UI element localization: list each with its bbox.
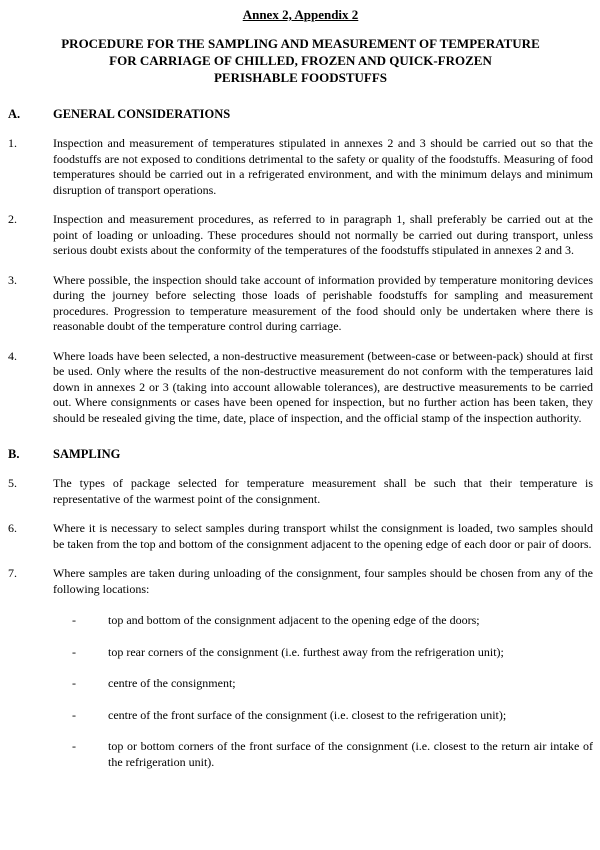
paragraph-1 <box>8 136 593 198</box>
paragraph-text: The types of package selected for temperature measurement shall be such that their temperature is representative of the warmest point of the consignment. <box>53 476 593 506</box>
paragraph-5 <box>8 476 593 507</box>
paragraph-text: Where it is necessary to select samples during transport whilst the consignment is loaded, two samples should be taken from the top and bottom of the consignment adjacent to the opening edge of each door or pair of doors. <box>53 521 593 551</box>
section-a-title: GENERAL CONSIDERATIONS <box>53 107 231 121</box>
paragraph-text: Where possible, the inspection should take account of information provided by temperature monitoring devices during the journey before selecting those loads of perishable foodstuffs for sampling and measurement procedures. Progression to temperature measurement of the food should only be undertaken where there is reasonable doubt of the temperature control during carriage. <box>53 272 593 333</box>
paragraph-number: 7. <box>8 566 17 580</box>
bullet-dash: - <box>72 707 76 722</box>
document-title <box>8 35 593 86</box>
paragraph-number: 4. <box>8 348 17 363</box>
paragraph-number: 2. <box>8 212 17 226</box>
bullet-dash: - <box>72 644 76 659</box>
list-item-3 <box>53 676 593 692</box>
bullet-dash: - <box>72 676 76 690</box>
section-a-heading <box>8 106 593 122</box>
bullet-dash: - <box>72 739 76 753</box>
paragraph-6 <box>8 521 593 552</box>
annex-title: Annex 2, Appendix 2 <box>242 7 359 22</box>
document-title-line-3: PERISHABLE FOODSTUFFS <box>213 70 387 85</box>
bullet-text: centre of the front surface of the consignment (i.e. closest to the refrigeration unit); <box>108 707 507 722</box>
document-title-line-1: PROCEDURE FOR THE SAMPLING AND MEASUREMENT OF TEMPERATURE <box>61 36 540 51</box>
bullet-text: centre of the consignment; <box>108 676 236 690</box>
list-item-5 <box>53 739 593 770</box>
paragraph-number: 6. <box>8 521 17 535</box>
bullet-text: top or bottom corners of the front surface of the consignment (i.e. closest to the return air intake of the refrigeration unit). <box>108 739 593 769</box>
bullet-text: top and bottom of the consignment adjacent to the opening edge of the doors; <box>108 613 480 627</box>
document-title-line-2: FOR CARRIAGE OF CHILLED, FROZEN AND QUICK-FROZEN <box>109 53 492 68</box>
bullet-dash: - <box>72 613 76 627</box>
paragraph-number: 5. <box>8 476 17 490</box>
paragraph-2 <box>8 212 593 259</box>
section-b-heading <box>8 446 593 462</box>
paragraph-4 <box>8 349 593 427</box>
paragraph-text: Where loads have been selected, a non-destructive measurement (between-case or between-pack) should at first be used. Only where the results of the non-destructive measurement do not conform with the temperatures laid down in annexes 2 or 3 (taking into account allowable tolerances), are destructive measurements to be carried out. Where consignments or cases have been opened for inspection, but no further action has been taken, they should be resealed giving the time, date, place of inspection, and the official stamp of the inspection authority. <box>53 348 593 425</box>
paragraph-text: Where samples are taken during unloading of the consignment, four samples should be chosen from any of the following locations: <box>53 566 593 596</box>
paragraph-number: 3. <box>8 272 17 287</box>
paragraph-text: Inspection and measurement of temperatures stipulated in annexes 2 and 3 should be carried out so that the foodstuffs are not exposed to conditions detrimental to the safety or quality of the foodstuffs. Measuring of food temperatures should be carried out in a refrigerated environment, and with the minimum delays and minimum disruption of transport operations. <box>53 136 593 197</box>
section-b-label: B. <box>8 447 20 461</box>
paragraph-7 <box>8 566 593 597</box>
paragraph-text: Inspection and measurement procedures, as referred to in paragraph 1, shall preferably be carried out at the point of loading or unloading. These procedures should not normally be carried out during transport, unless serious doubt exists about the conformity of the temperatures of the foodstuffs stipulated in annexes 2 and 3. <box>53 212 593 257</box>
list-item-4 <box>53 708 593 724</box>
section-a-label: A. <box>8 107 21 121</box>
section-b-title: SAMPLING <box>53 447 121 461</box>
list-item-2 <box>53 645 593 661</box>
paragraph-3 <box>8 273 593 335</box>
list-item-1 <box>53 613 593 629</box>
paragraph-number: 1. <box>8 136 17 150</box>
bullet-text: top rear corners of the consignment (i.e. furthest away from the refrigeration unit); <box>108 644 504 659</box>
